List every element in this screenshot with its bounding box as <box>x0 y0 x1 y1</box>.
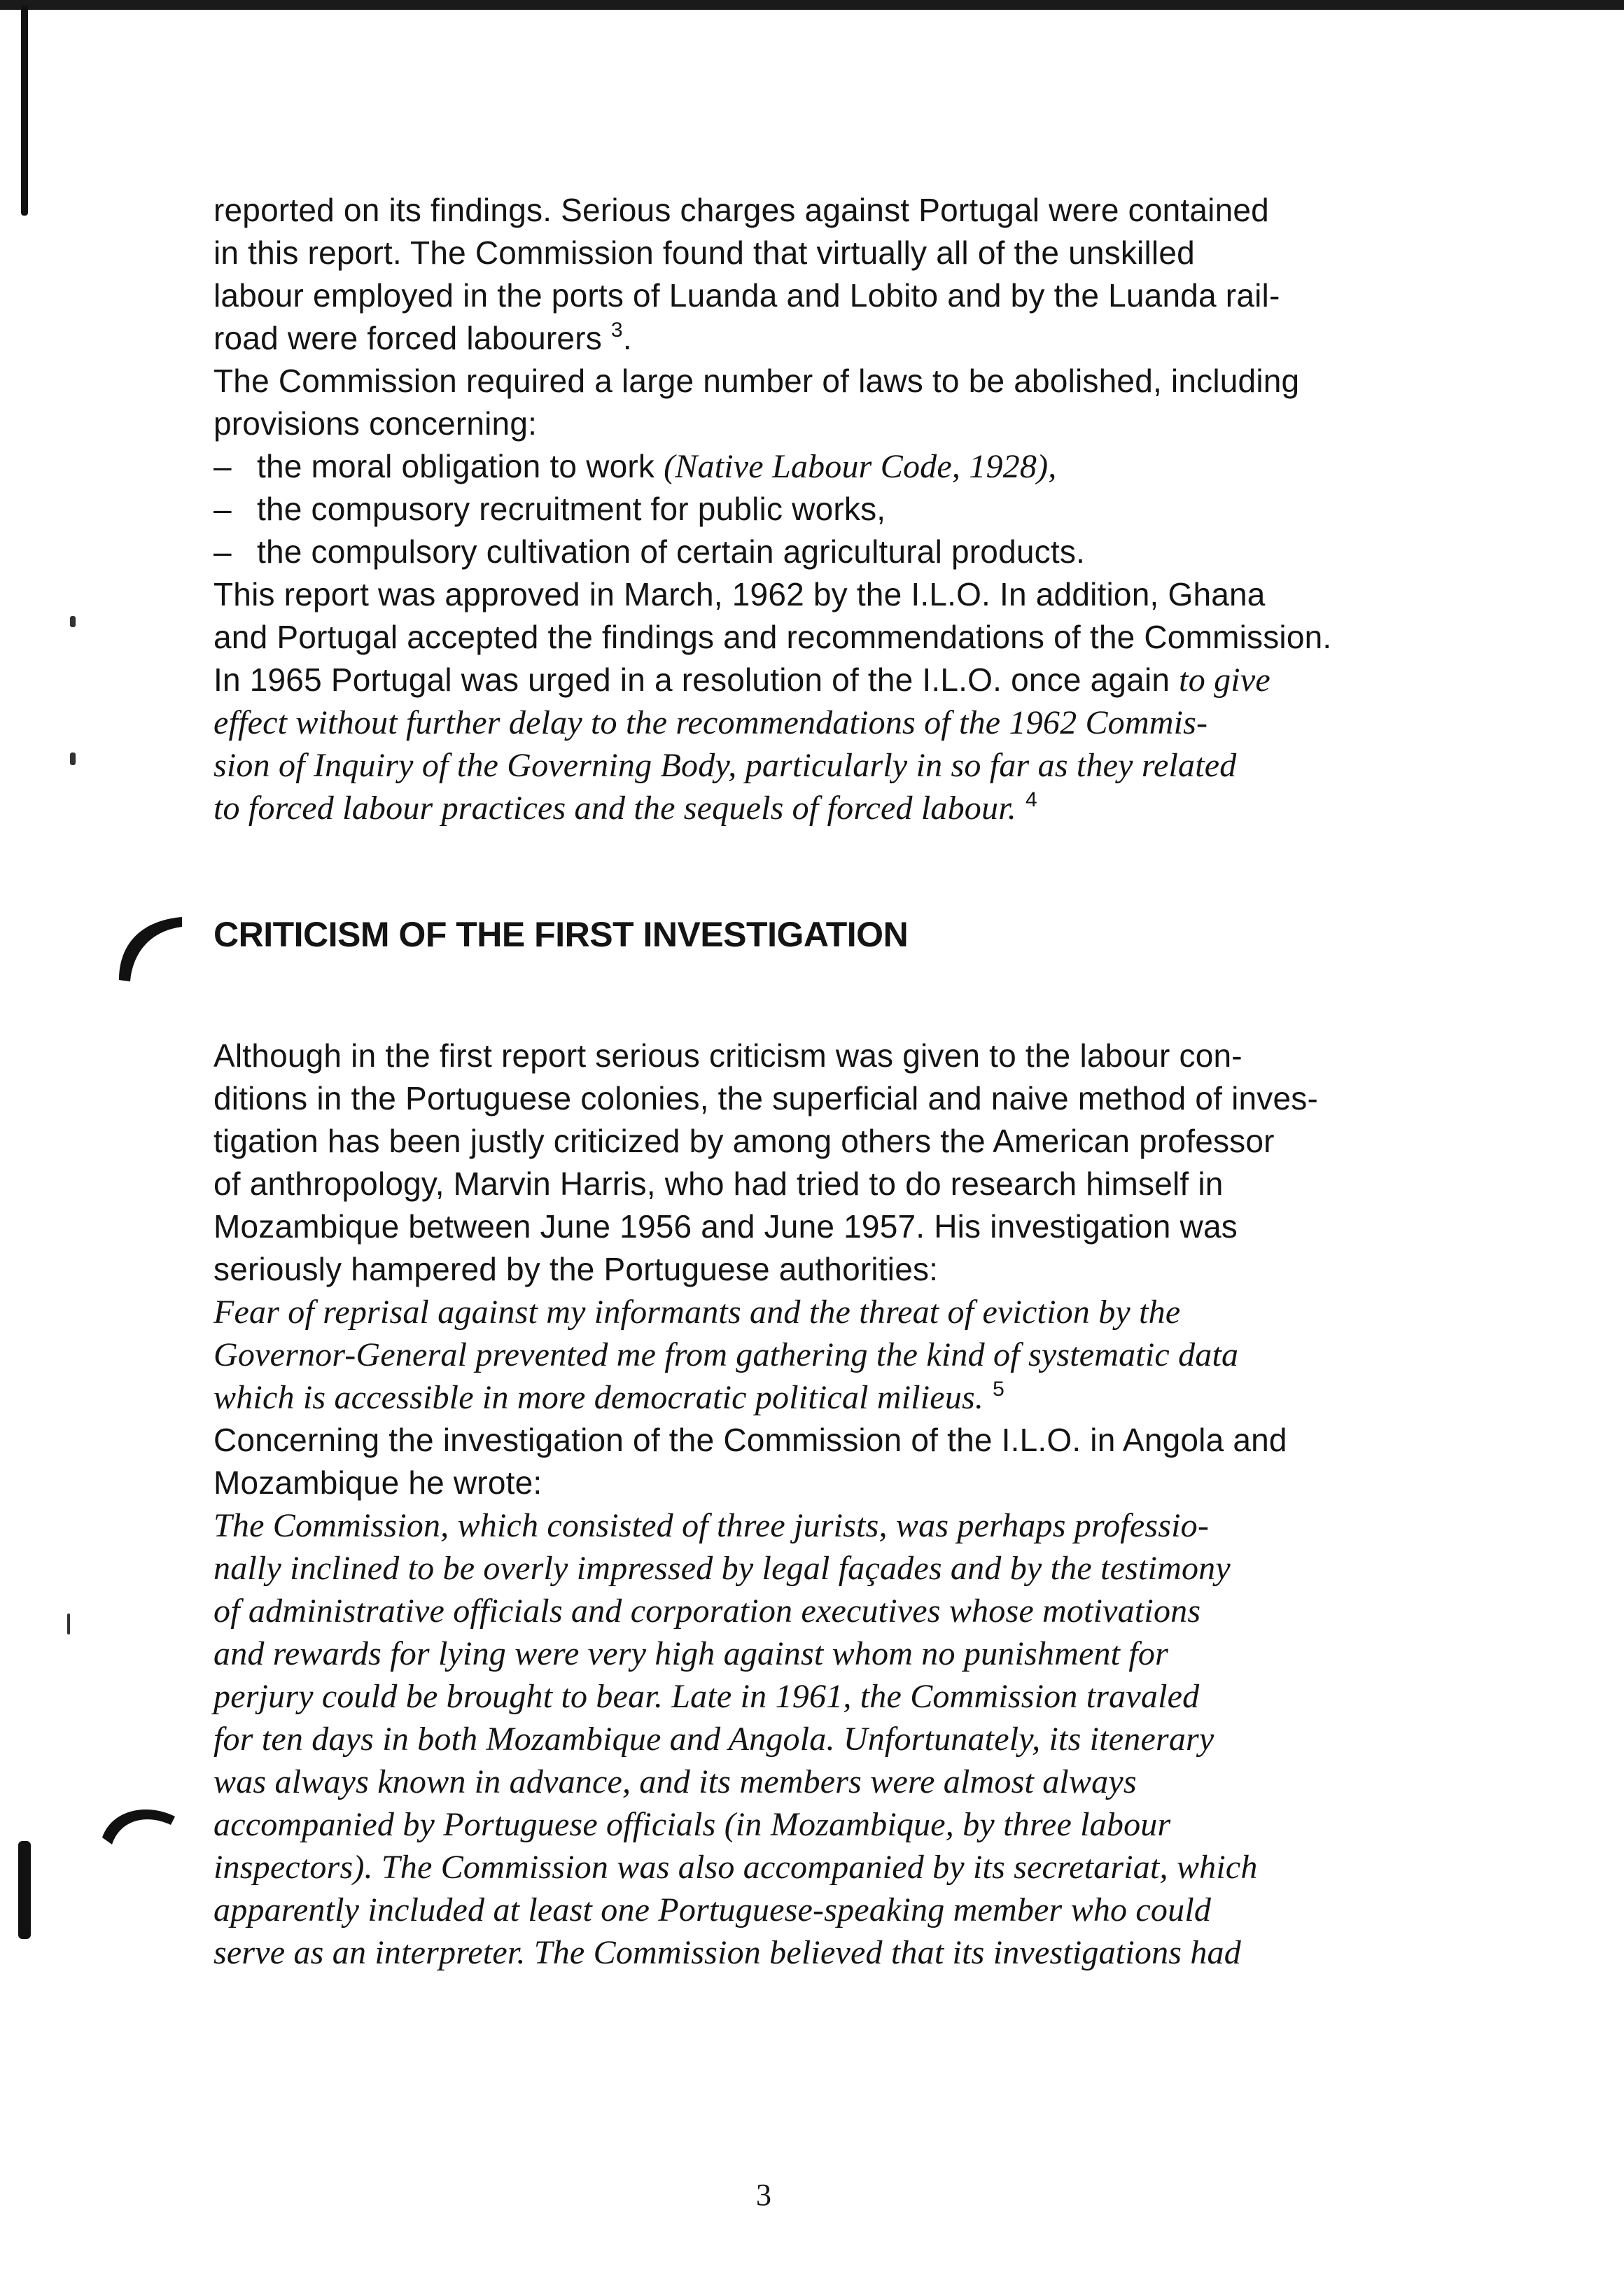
scan-speck <box>70 616 76 627</box>
quote-line: was always known in advance, and its members were almost always <box>214 1763 1137 1800</box>
quote-line: Fear of reprisal against my informants and the threat of eviction by the <box>214 1294 1181 1331</box>
quote-fragment: to give <box>1179 662 1270 699</box>
list-item-text: the moral obligation to work <box>257 448 664 484</box>
quote-line: accompanied by Portuguese officials (in Mozambique, by three labour <box>214 1806 1171 1843</box>
dash-bullet: – <box>214 448 232 484</box>
text-line: Mozambique between June 1956 and June 1957. His investigation was <box>214 1208 1238 1245</box>
text-line: and Portugal accepted the findings and recommendations of the Commission. <box>214 619 1332 655</box>
scan-speck <box>67 1614 70 1634</box>
quote-line: nally inclined to be overly impressed by legal façades and by the testimony <box>214 1550 1231 1587</box>
quote-line: effect without further delay to the recommendations of the 1962 Commis- <box>214 704 1208 741</box>
text-line: in this report. The Commission found that virtually all of the unskilled <box>214 234 1195 271</box>
dash-bullet: – <box>214 491 232 527</box>
hole-punch-mark <box>98 1788 182 1872</box>
text-line: This report was approved in March, 1962 by the I.L.O. In addition, Ghana <box>214 576 1266 612</box>
quote-line: inspectors). The Commission was also accompanied by its secretariat, which <box>214 1849 1258 1886</box>
text-line: ditions in the Portuguese colonies, the superficial and naive method of inves- <box>214 1080 1318 1116</box>
list-item <box>214 488 1418 531</box>
footnote-ref: 3 <box>610 318 623 342</box>
text-line: tigation has been justly criticized by among others the American professor <box>214 1123 1275 1159</box>
quote-line: of administrative officials and corporation executives whose motivations <box>214 1592 1201 1630</box>
text-line: Although in the first report serious criticism was given to the labour con- <box>214 1037 1242 1074</box>
paragraph-approval <box>214 573 1418 830</box>
scan-binding-mark <box>18 1841 31 1939</box>
text-line: seriously hampered by the Portuguese authorities: <box>214 1251 939 1287</box>
dash-bullet: – <box>214 533 232 570</box>
text-line: Mozambique he wrote: <box>214 1464 542 1501</box>
text-line: Concerning the investigation of the Commission of the I.L.O. in Angola and <box>214 1422 1287 1458</box>
footnote-ref: 5 <box>993 1378 1004 1401</box>
quote-fragment: to forced labour practices and the sequels of forced labour. <box>214 790 1016 827</box>
quote-line: apparently included at least one Portuguese-speaking member who could <box>214 1891 1212 1928</box>
text-line: reported on its findings. Serious charges against Portugal were contained <box>214 192 1269 228</box>
quote-line: serve as an interpreter. The Commission believed that its investigations had <box>214 1934 1241 1971</box>
text-line: provisions concerning: <box>214 405 538 442</box>
text-fragment: In 1965 Portugal was urged in a resolution of the I.L.O. once again <box>214 662 1180 698</box>
section-heading: CRITICISM OF THE FIRST INVESTIGATION <box>214 915 909 954</box>
quote-fragment: which is accessible in more democratic political milieus. <box>214 1379 984 1416</box>
quote-line: The Commission, which consisted of three jurists, was perhaps professio- <box>214 1507 1210 1544</box>
list-item <box>214 445 1418 488</box>
hole-punch-mark <box>112 903 196 987</box>
text-line: The Commission required a large number of laws to be abolished, including <box>214 363 1300 399</box>
quote-line-final <box>214 787 1418 830</box>
text-fragment: road were forced labourers <box>214 320 602 356</box>
quote-line: and rewards for lying were very high against whom no punishment for <box>214 1635 1169 1672</box>
quote-line: Governor-General prevented me from gathering the kind of systematic data <box>214 1336 1239 1373</box>
list-item-citation: (Native Labour Code, 1928), <box>664 448 1057 485</box>
quote-line: perjury could be brought to bear. Late in 1961, the Commission travaled <box>214 1678 1200 1715</box>
scan-speck <box>70 752 76 765</box>
scan-top-edge <box>0 0 1624 10</box>
text-line <box>214 317 1418 360</box>
paragraph-findings <box>214 189 1418 360</box>
text-line: labour employed in the ports of Luanda and Lobito and by the Luanda rail- <box>214 277 1280 314</box>
page-number: 3 <box>756 2178 771 2212</box>
text-line: of anthropology, Marvin Harris, who had tried to do research himself in <box>214 1166 1224 1202</box>
list-item-text: the compusory recruitment for public works, <box>257 491 886 527</box>
paragraph-criticism <box>214 1035 1418 1974</box>
footnote-ref: 4 <box>1025 788 1037 811</box>
document-page <box>214 189 1418 1974</box>
list-item-text: the compulsory cultivation of certain agricultural products. <box>257 533 1086 570</box>
text-line <box>214 659 1418 701</box>
list-item <box>214 531 1418 573</box>
quote-line-final <box>214 1376 1418 1419</box>
scan-left-edge <box>21 6 28 216</box>
paragraph-requirements <box>214 360 1418 573</box>
quote-line: for ten days in both Mozambique and Angola. Unfortunately, its itenerary <box>214 1721 1214 1758</box>
text-fragment: . <box>622 320 632 356</box>
quote-line: sion of Inquiry of the Governing Body, particularly in so far as they related <box>214 747 1237 784</box>
